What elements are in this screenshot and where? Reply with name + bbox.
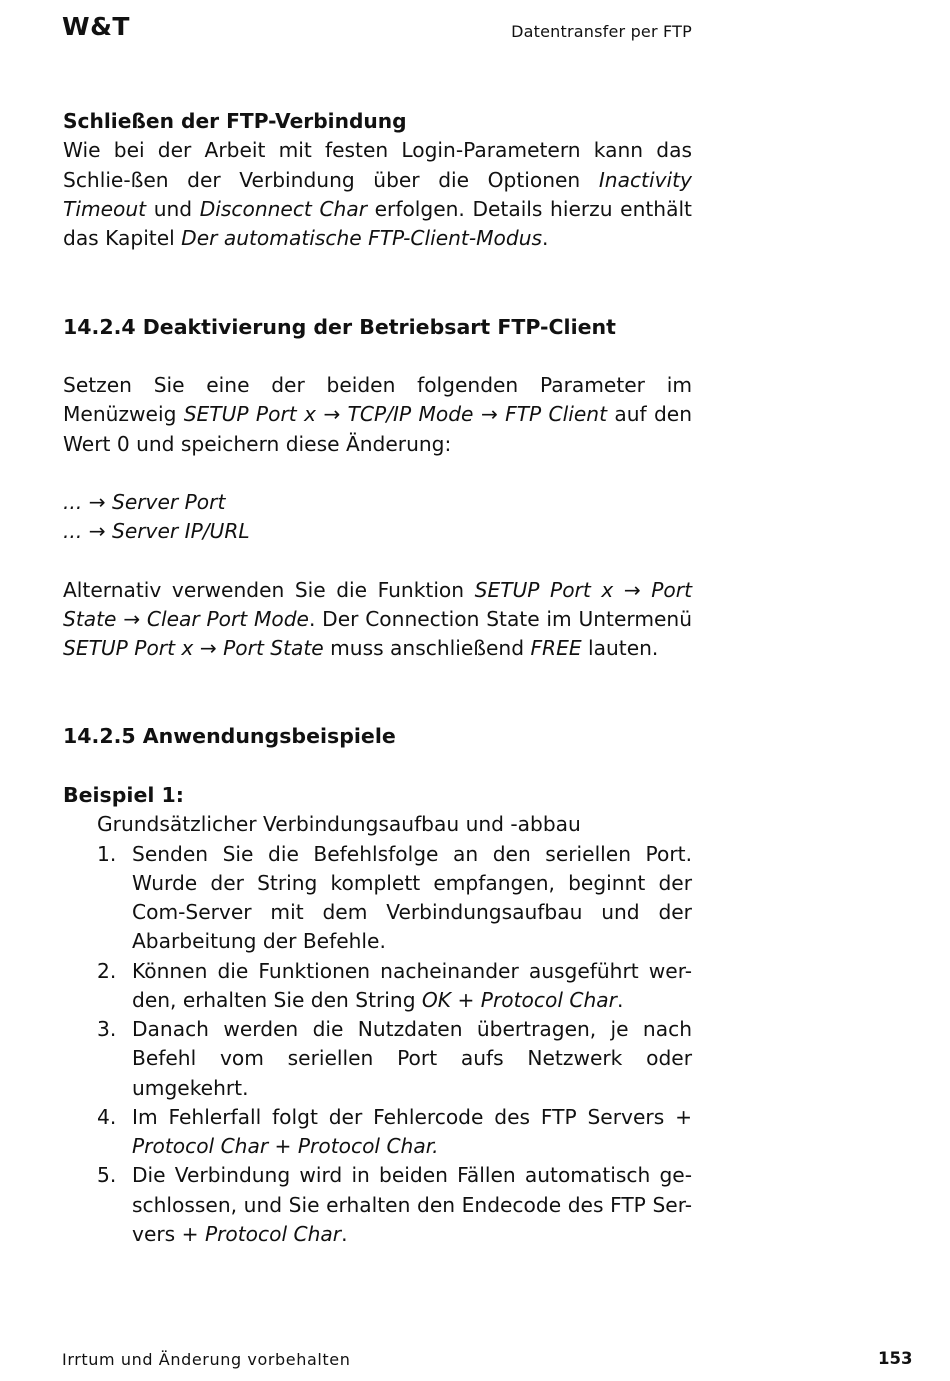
example-title: Beispiel 1: [63, 783, 184, 807]
text-run: und [146, 196, 200, 221]
example-subtitle: Grundsätzlicher Verbindungsaufbau und -abbau [97, 812, 581, 837]
text-run: . [542, 226, 549, 250]
list-text: Danach werden die Nutzdaten übertragen, je nach Befehl vom seriellen Port aufs Netzwerk oder umgekehrt. [132, 1017, 692, 1100]
menu-path: SETUP Port x → Port State [63, 636, 324, 661]
response-string: Protocol Char [204, 1221, 342, 1246]
list-number: 4. [97, 1104, 117, 1129]
text-run: Die Verbindung wird in beiden Fällen automatisch ge-schlossen, und Sie erhalten den Endecode des FTP Ser-vers + [132, 1163, 692, 1246]
list-item [63, 957, 692, 1016]
state-value: FREE [530, 636, 582, 661]
text-run: Können die Funktionen nacheinander ausgeführt wer-den, erhalten Sie den String [132, 958, 692, 1012]
paragraph [63, 371, 692, 459]
text-run: . [616, 987, 624, 1012]
section-examples-body [63, 781, 692, 1249]
text-run: erfolgen. Details hierzu enthält das Kapitel [63, 196, 692, 250]
section-heading-deactivation [63, 313, 692, 342]
page-number: 153 [878, 1349, 913, 1368]
paragraph [63, 136, 692, 253]
brand-logo: W&T [62, 12, 130, 41]
text-run: . [341, 1221, 348, 1246]
steps-list [63, 840, 692, 1250]
list-number: 2. [97, 958, 117, 983]
response-string: OK + Protocol Char [421, 987, 617, 1012]
parameter-path: ... → Server Port [63, 490, 226, 514]
list-item [63, 1015, 692, 1103]
parameter-path: ... → Server IP/URL [63, 519, 250, 544]
running-header-title: Datentransfer per FTP [511, 22, 692, 41]
list-item [63, 1103, 692, 1162]
section-heading: 14.2.5 Anwendungsbeispiele [63, 724, 396, 748]
text-run: Wie bei der Arbeit mit festen Login-Parametern kann das Schlie-ßen der Verbindung über die Optionen [63, 138, 692, 192]
section-close-connection [63, 107, 692, 253]
section-heading: Schließen der FTP-Verbindung [63, 109, 407, 133]
text-run: lauten. [581, 636, 659, 661]
list-item [63, 1161, 692, 1249]
section-deactivation-body [63, 371, 692, 664]
response-string: Protocol Char + Protocol Char. [132, 1134, 439, 1158]
list-item [63, 840, 692, 957]
menu-path: SETUP Port x → TCP/IP Mode → FTP Client [183, 402, 607, 427]
text-run: muss anschließend [323, 636, 531, 661]
list-number: 3. [97, 1017, 117, 1041]
list-number: 5. [97, 1163, 117, 1188]
menu-path: SETUP Port x → Port State → Clear Port Mode [63, 577, 692, 631]
section-heading-examples [63, 722, 692, 751]
option-name: Disconnect Char [199, 196, 368, 221]
text-run: auf den Wert 0 und speichern diese Änderung: [63, 402, 693, 456]
text-run: Setzen Sie eine der beiden folgenden Parameter im Menüzweig [63, 373, 692, 427]
text-run: Im Fehlerfall folgt der Fehlercode des FTP Servers + [132, 1104, 692, 1129]
footer-notice: Irrtum und Änderung vorbehalten [62, 1350, 351, 1369]
list-number: 1. [97, 841, 117, 866]
list-text: Senden Sie die Befehlsfolge an den seriellen Port. Wurde der String komplett empfangen, beginnt der Com-Server mit dem Verbindungsaufbau und der Abarbeitung der Befehle. [132, 841, 692, 954]
text-run: . Der Connection State im Untermenü [308, 607, 692, 631]
paragraph [63, 576, 692, 664]
option-name: Inactivity Timeout [63, 167, 692, 221]
text-run: Alternativ verwenden Sie die Funktion [63, 577, 475, 602]
section-heading: 14.2.4 Deaktivierung der Betriebsart FTP-Client [63, 315, 616, 339]
chapter-reference: Der automatische FTP-Client-Modus [181, 226, 543, 250]
